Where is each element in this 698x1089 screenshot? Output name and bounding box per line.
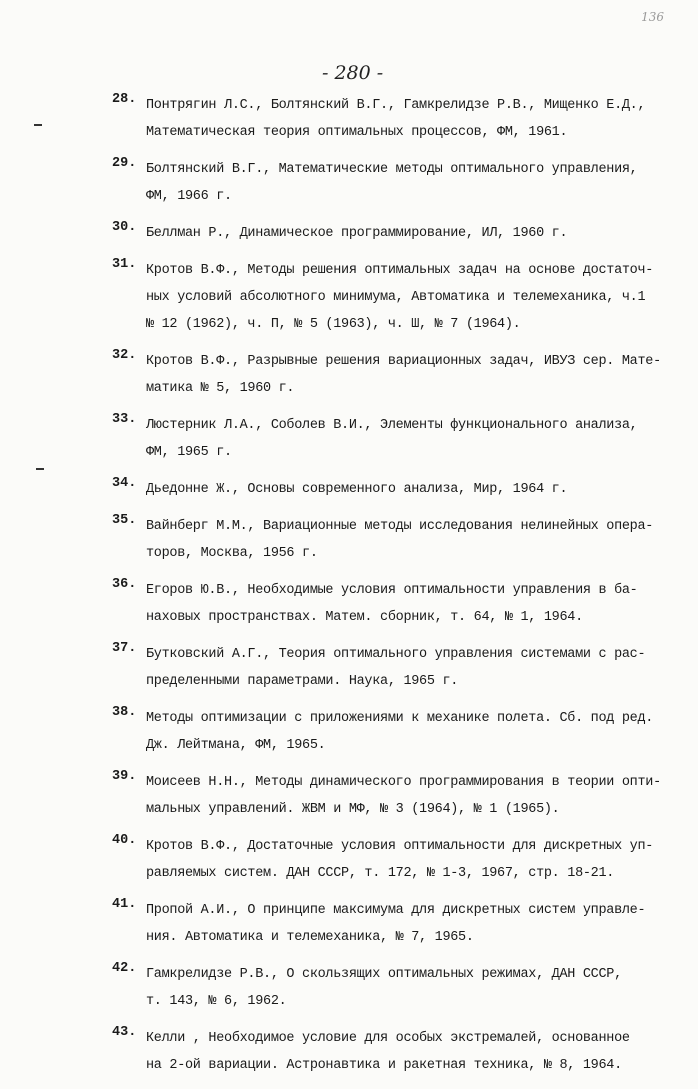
reference-line: Понтрягин Л.С., Болтянский В.Г., Гамкрелидзе Р.В., Мищенко Е.Д.,	[146, 98, 646, 113]
reference-number: 40.	[112, 833, 137, 848]
reference-list	[112, 92, 672, 1089]
reference-text	[146, 897, 672, 951]
reference-item	[112, 641, 672, 695]
reference-item	[112, 257, 672, 338]
reference-number: 30.	[112, 220, 137, 235]
reference-line: торов, Москва, 1956 г.	[146, 546, 318, 561]
reference-number: 32.	[112, 348, 137, 363]
reference-line: Бутковский А.Г., Теория оптимального управления системами с рас-	[146, 647, 646, 662]
reference-item	[112, 1025, 672, 1079]
reference-item	[112, 897, 672, 951]
reference-line: пределенными параметрами. Наука, 1965 г.	[146, 674, 459, 689]
reference-line: Болтянский В.Г., Математические методы оптимального управления,	[146, 162, 638, 177]
reference-number: 28.	[112, 92, 137, 107]
reference-line: ния. Автоматика и телемеханика, № 7, 1965.	[146, 930, 474, 945]
reference-item	[112, 476, 672, 503]
reference-line: Кротов В.Ф., Достаточные условия оптимальности для дискретных уп-	[146, 839, 654, 854]
reference-line: Кротов В.Ф., Методы решения оптимальных задач на основе достаточ-	[146, 263, 654, 278]
margin-mark	[34, 124, 42, 126]
reference-line: ФМ, 1965 г.	[146, 445, 232, 460]
reference-text	[146, 769, 672, 823]
reference-item	[112, 92, 672, 146]
reference-text	[146, 476, 672, 503]
reference-item	[112, 769, 672, 823]
reference-number: 43.	[112, 1025, 137, 1040]
reference-text	[146, 513, 672, 567]
reference-line: Келли , Необходимое условие для особых экстремалей, основанное	[146, 1031, 630, 1046]
reference-line: матика № 5, 1960 г.	[146, 381, 295, 396]
reference-line: ных условий абсолютного минимума, Автоматика и телемеханика, ч.1	[146, 290, 646, 305]
reference-number: 42.	[112, 961, 137, 976]
reference-item	[112, 513, 672, 567]
reference-line: Кротов В.Ф., Разрывные решения вариационных задач, ИВУЗ сер. Мате-	[146, 354, 661, 369]
reference-text	[146, 961, 672, 1015]
reference-text	[146, 348, 672, 402]
reference-line: наховых пространствах. Матем. сборник, т. 64, № 1, 1964.	[146, 610, 583, 625]
corner-mark: 136	[641, 10, 664, 24]
reference-line: Гамкрелидзе Р.В., О скользящих оптимальных режимах, ДАН СССР,	[146, 967, 622, 982]
reference-line: Методы оптимизации с приложениями к механике полета. Сб. под ред.	[146, 711, 654, 726]
reference-item	[112, 961, 672, 1015]
reference-text	[146, 577, 672, 631]
reference-item	[112, 577, 672, 631]
reference-item	[112, 348, 672, 402]
reference-text	[146, 92, 672, 146]
reference-line: Вайнберг М.М., Вариационные методы исследования нелинейных опера-	[146, 519, 654, 534]
reference-number: 35.	[112, 513, 137, 528]
reference-item	[112, 220, 672, 247]
reference-text	[146, 257, 672, 338]
reference-number: 41.	[112, 897, 137, 912]
reference-number: 31.	[112, 257, 137, 272]
reference-line: Беллман Р., Динамическое программирование, ИЛ, 1960 г.	[146, 226, 568, 241]
page-number: - 280 -	[322, 62, 384, 84]
reference-line: Люстерник Л.А., Соболев В.И., Элементы функционального анализа,	[146, 418, 638, 433]
reference-text	[146, 156, 672, 210]
reference-number: 37.	[112, 641, 137, 656]
reference-line: Дьедонне Ж., Основы современного анализа, Мир, 1964 г.	[146, 482, 568, 497]
reference-item	[112, 412, 672, 466]
margin-mark	[36, 468, 44, 470]
reference-line: № 12 (1962), ч. П, № 5 (1963), ч. Ш, № 7 (1964).	[146, 317, 521, 332]
reference-item	[112, 156, 672, 210]
reference-line: Дж. Лейтмана, ФМ, 1965.	[146, 738, 326, 753]
reference-line: равляемых систем. ДАН СССР, т. 172, № 1-3, 1967, стр. 18-21.	[146, 866, 615, 881]
reference-line: т. 143, № 6, 1962.	[146, 994, 287, 1009]
reference-number: 33.	[112, 412, 137, 427]
reference-text	[146, 641, 672, 695]
reference-number: 39.	[112, 769, 137, 784]
reference-line: ФМ, 1966 г.	[146, 189, 232, 204]
reference-line: Пропой А.И., О принципе максимума для дискретных систем управле-	[146, 903, 646, 918]
reference-text	[146, 1025, 672, 1079]
reference-item	[112, 705, 672, 759]
reference-number: 29.	[112, 156, 137, 171]
reference-line: Математическая теория оптимальных процессов, ФМ, 1961.	[146, 125, 568, 140]
reference-text	[146, 220, 672, 247]
reference-number: 38.	[112, 705, 137, 720]
reference-text	[146, 412, 672, 466]
reference-line: Егоров Ю.В., Необходимые условия оптимальности управления в ба-	[146, 583, 638, 598]
reference-text	[146, 705, 672, 759]
reference-line: Моисеев Н.Н., Методы динамического программирования в теории опти-	[146, 775, 661, 790]
reference-text	[146, 833, 672, 887]
reference-number: 36.	[112, 577, 137, 592]
reference-number: 34.	[112, 476, 137, 491]
reference-line: мальных управлений. ЖВМ и МФ, № 3 (1964), № 1 (1965).	[146, 802, 560, 817]
reference-line: на 2-ой вариации. Астронавтика и ракетная техника, № 8, 1964.	[146, 1058, 622, 1073]
reference-item	[112, 833, 672, 887]
